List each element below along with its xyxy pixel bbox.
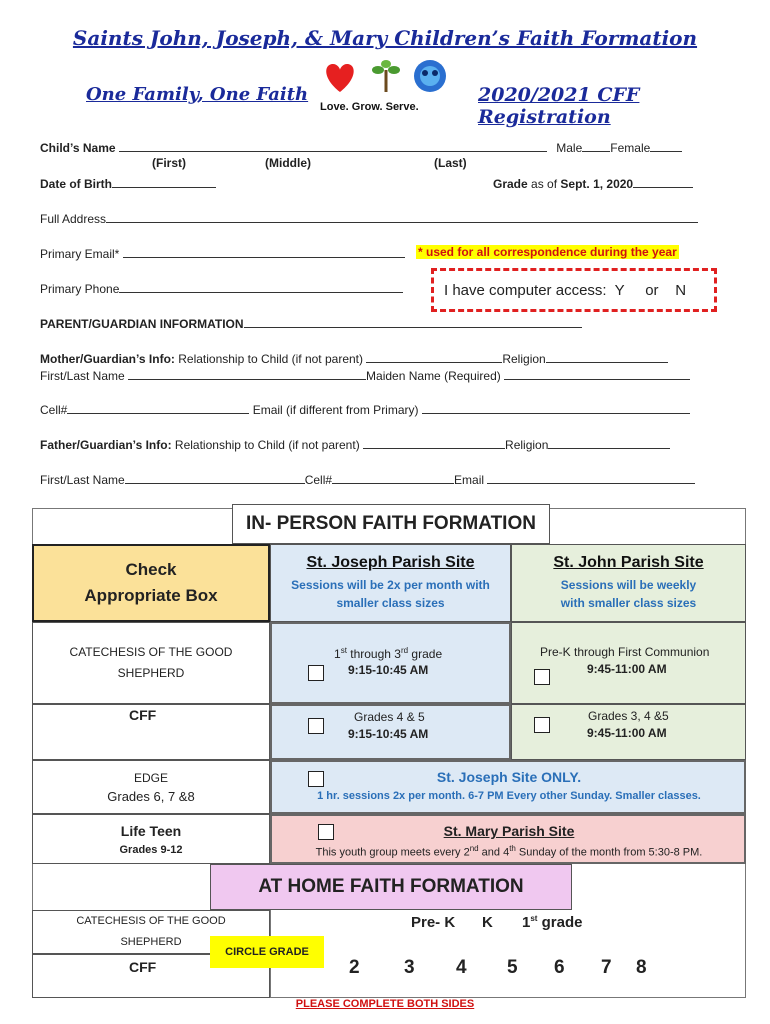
in-person-title (232, 504, 550, 544)
grade-1st[interactable] (522, 914, 582, 931)
st-joseph-header (270, 544, 511, 622)
grade-8[interactable]: 8 (636, 957, 647, 978)
father-name-field[interactable] (125, 471, 305, 484)
male-label: Male (556, 141, 583, 155)
grade-row (493, 175, 693, 191)
st-john-sub: Sessions will be weekly with smaller class sizes (560, 578, 697, 610)
registration-title: 2020/2021 CFF Registration (478, 84, 640, 128)
mary-detail-c: Sunday of the month from 5:30-8 PM. (515, 846, 703, 859)
mother-name-label: First/Last Name (40, 369, 125, 383)
sup-th: th (509, 844, 516, 853)
john-cff-checkbox[interactable] (534, 717, 550, 733)
edge-cell (270, 760, 746, 814)
joseph-cat-grade-post: grade (408, 647, 443, 661)
edge-site: St. Joseph Site ONLY. (436, 769, 582, 785)
female-field[interactable] (650, 139, 682, 152)
st-john-header (511, 544, 746, 622)
address-label: Full Address (40, 212, 107, 226)
lifeteen-grades: Grades 9-12 (119, 843, 183, 856)
mother-relationship-field[interactable] (366, 350, 502, 363)
mary-detail (272, 844, 746, 859)
at-home-title-text: AT HOME FAITH FORMATION (258, 876, 524, 897)
maiden-field[interactable] (504, 367, 690, 380)
grade-3[interactable]: 3 (404, 957, 415, 978)
grade-1-suffix: grade (537, 914, 583, 931)
at-home-title (210, 864, 572, 910)
edge-grades: Grades 6, 7 &8 (107, 788, 195, 804)
john-cat-grade: Pre-K through First Communion (540, 645, 710, 659)
home-cat-label: CATECHESIS OF THE GOOD SHEPHERD (76, 915, 226, 948)
cell-label: Cell# (40, 403, 68, 417)
cell-field[interactable] (67, 401, 249, 414)
father-name-row (40, 471, 695, 487)
page-title: Saints John, Joseph, & Mary Children’s Faith Formation (72, 26, 698, 50)
cell-row (40, 401, 690, 417)
catechesis-label: CATECHESIS OF THE GOOD SHEPHERD (69, 645, 233, 680)
joseph-cff-cell (270, 704, 511, 760)
logo (318, 58, 458, 114)
circle-grade-label[interactable]: CIRCLE GRADE (210, 936, 324, 968)
footer-note: PLEASE COMPLETE BOTH SIDES (295, 998, 475, 1010)
sup-st: st (340, 646, 347, 655)
sup-rd: rd (400, 646, 409, 655)
grade-field[interactable] (633, 175, 693, 188)
motto: One Family, One Faith (86, 84, 309, 105)
mary-detail-a: This youth group meets every 2 (315, 846, 470, 859)
sup-st-grade: st (530, 914, 538, 923)
grade-6[interactable]: 6 (554, 957, 565, 978)
joseph-cat-cell (270, 622, 511, 704)
male-field[interactable] (582, 139, 610, 152)
email-field[interactable] (123, 245, 405, 258)
joseph-cff-checkbox[interactable] (308, 718, 324, 734)
computer-access-box[interactable] (431, 268, 717, 312)
joseph-cff-grade: Grades 4 & 5 (354, 710, 425, 724)
phone-label: Primary Phone (40, 282, 120, 296)
john-cff-grade: Grades 3, 4 &5 (588, 709, 669, 723)
computer-access-text: I have computer access: Y or N (444, 281, 687, 299)
check-box-header-text: Check Appropriate Box (84, 560, 218, 605)
email-alt-label: Email (if different from Primary) (252, 403, 419, 417)
st-joseph-title: St. Joseph Parish Site (306, 554, 475, 571)
email-alt-field[interactable] (422, 401, 690, 414)
mary-detail-b: and 4 (478, 846, 510, 859)
mother-relationship-label: Relationship to Child (if not parent) (178, 352, 363, 366)
father-religion-label: Religion (505, 438, 549, 452)
joseph-cat-time: 9:15-10:45 AM (348, 663, 429, 677)
joseph-cat-checkbox[interactable] (308, 665, 324, 681)
catechesis-label-cell (32, 622, 270, 704)
email-note: * used for all correspondence during the year (418, 245, 677, 259)
grade-4[interactable]: 4 (456, 957, 467, 978)
mary-site: St. Mary Parish Site (443, 823, 575, 839)
address-field[interactable] (106, 210, 698, 223)
grade-date: Sept. 1, 2020 (560, 177, 634, 191)
mother-row (40, 350, 668, 366)
edge-label: EDGE (133, 770, 168, 785)
grade-k[interactable]: K (482, 914, 493, 931)
cff-label: CFF (129, 707, 157, 723)
mother-religion-field[interactable] (546, 350, 668, 363)
edge-checkbox[interactable] (308, 771, 324, 787)
lifeteen-checkbox[interactable] (318, 824, 334, 840)
grade-7[interactable]: 7 (601, 957, 612, 978)
grade-5[interactable]: 5 (507, 957, 518, 978)
in-person-title-text: IN- PERSON FAITH FORMATION (246, 513, 536, 534)
mother-religion-label: Religion (502, 352, 546, 366)
grade-prek[interactable]: Pre- K (411, 914, 456, 931)
mother-name-row (40, 367, 690, 383)
grade-label: Grade (493, 177, 528, 191)
parent-header-rule (244, 315, 582, 328)
father-relationship-field[interactable] (363, 436, 505, 449)
st-joseph-sub: Sessions will be 2x per month with smaller class sizes (291, 578, 490, 610)
joseph-cat-grade-1: 1 (334, 647, 341, 661)
child-name-field[interactable] (119, 139, 547, 152)
father-name-label: First/Last Name (40, 473, 125, 487)
father-row (40, 436, 670, 452)
logo-text: Love. Grow. Serve. (320, 101, 419, 113)
father-label: Father/Guardian’s Info: (40, 438, 172, 452)
dob-field[interactable] (112, 175, 216, 188)
lifeteen-label-cell (32, 814, 270, 864)
cff-label-cell (32, 704, 270, 760)
john-cff-cell (511, 704, 746, 760)
joseph-cat-grade (334, 646, 442, 661)
st-john-title: St. John Parish Site (553, 554, 704, 571)
grade-2[interactable]: 2 (349, 957, 360, 978)
mother-label: Mother/Guardian’s Info: (40, 352, 175, 366)
lifeteen-label: Life Teen (120, 822, 182, 839)
john-cff-time: 9:45-11:00 AM (587, 726, 667, 740)
sup-nd: nd (469, 844, 479, 853)
grade-1-num: 1 (522, 914, 531, 931)
maiden-label: Maiden Name (Required) (366, 369, 501, 383)
dob-row (40, 175, 216, 191)
child-name-row (40, 139, 720, 155)
home-cff-label: CFF (129, 959, 157, 975)
first-hint: (First) (152, 156, 186, 170)
joseph-cff-time: 9:15-10:45 AM (348, 727, 429, 741)
last-hint: (Last) (434, 156, 467, 170)
father-email-label: Email (454, 473, 485, 487)
lifeteen-cell (270, 814, 746, 864)
phone-row (40, 280, 403, 296)
logo-icons (318, 58, 458, 96)
middle-hint: (Middle) (265, 156, 311, 170)
father-cell-label: Cell# (304, 473, 333, 487)
john-cat-checkbox[interactable] (534, 669, 550, 685)
dob-label: Date of Birth (40, 177, 112, 191)
child-name-label: Child’s Name (40, 141, 116, 155)
phone-field[interactable] (119, 280, 403, 293)
father-relationship-label: Relationship to Child (if not parent) (174, 438, 360, 452)
email-label: Primary Email* (40, 247, 120, 261)
female-label: Female (610, 141, 651, 155)
john-cat-cell (511, 622, 746, 704)
mother-name-field[interactable] (128, 367, 366, 380)
parent-header (40, 315, 582, 331)
check-box-header (32, 544, 270, 622)
edge-label-cell (32, 760, 270, 814)
address-row (40, 210, 698, 226)
john-cat-time: 9:45-11:00 AM (587, 662, 667, 676)
father-email-field[interactable] (487, 471, 695, 484)
father-religion-field[interactable] (548, 436, 670, 449)
grade-as-of: as of (531, 177, 558, 191)
email-row (40, 245, 405, 261)
father-cell-field[interactable] (332, 471, 454, 484)
joseph-cat-grade-mid: through 3 (346, 647, 401, 661)
edge-detail: 1 hr. sessions 2x per month. 6-7 PM Every other Sunday. Smaller classes. (317, 790, 701, 802)
parent-header-label: PARENT/GUARDIAN INFORMATION (40, 317, 244, 331)
